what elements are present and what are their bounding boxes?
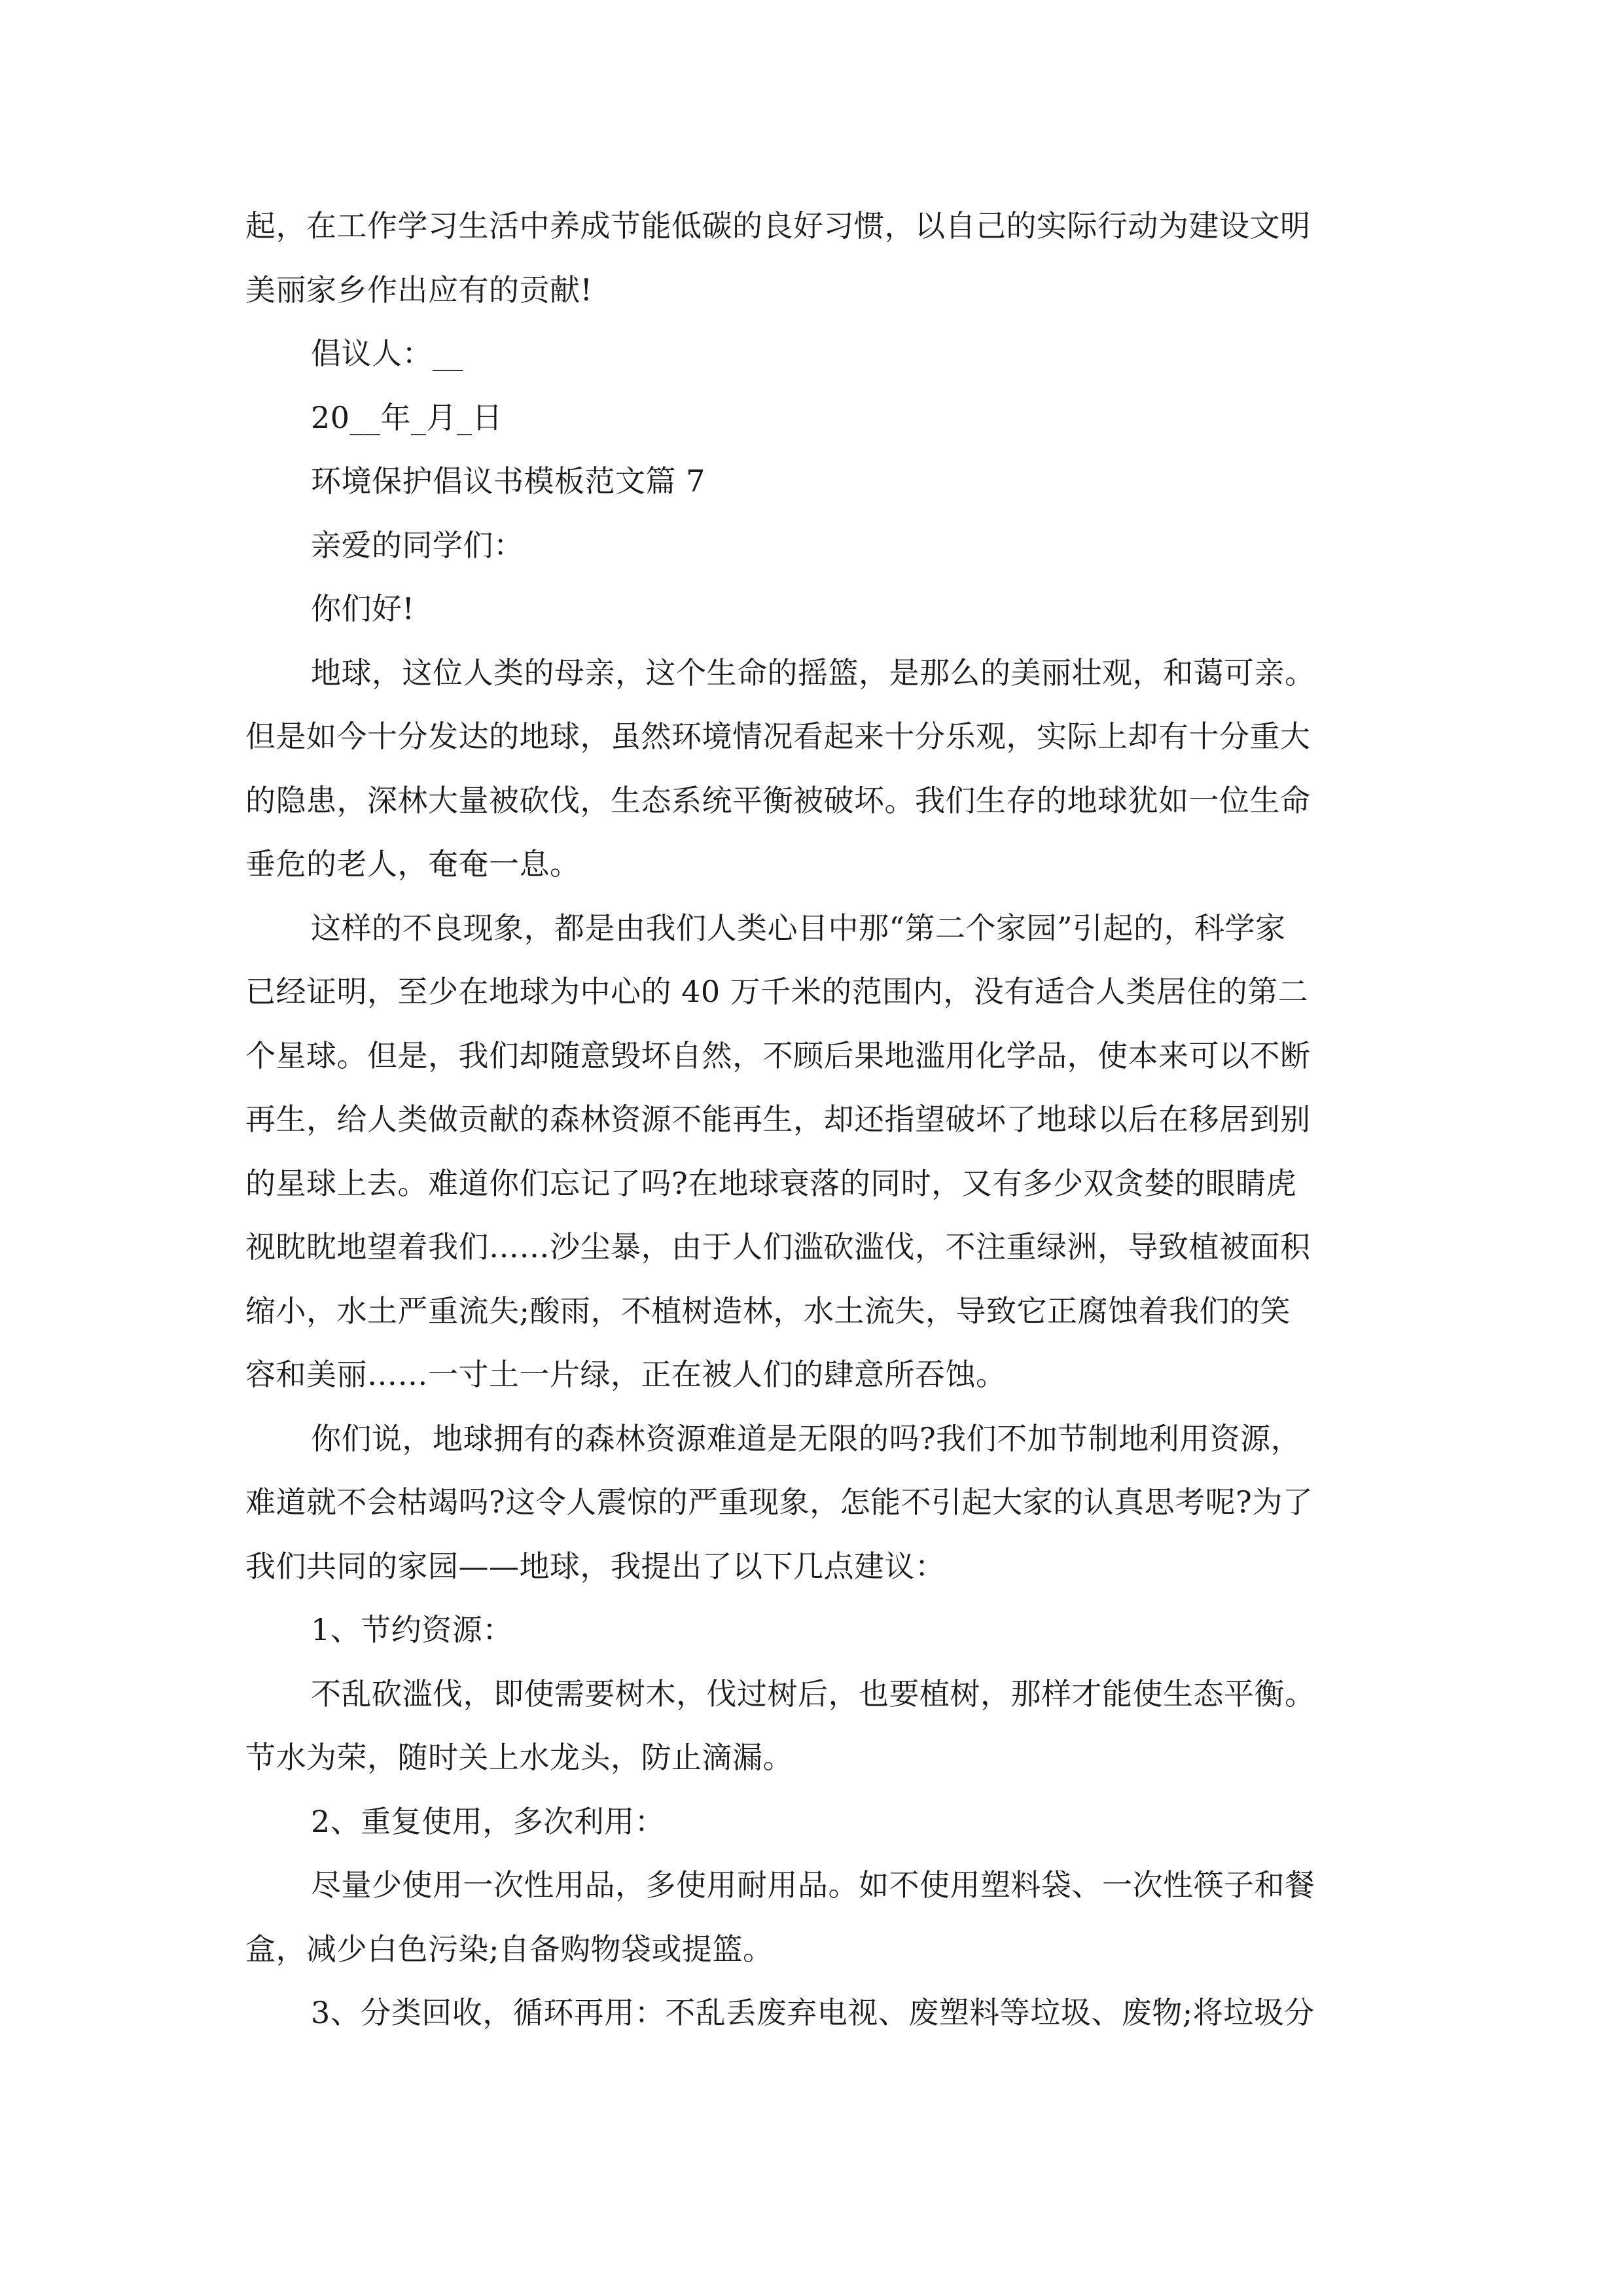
- text-line: 亲爱的同学们：: [311, 527, 524, 563]
- text-line: 这样的不良现象，都是由我们人类心目中那“第二个家园”引起的，科学家: [311, 910, 1286, 946]
- text-line: 已经证明，至少在地球为中心的 40 万千米的范围内，没有适合人类居住的第二: [245, 974, 1309, 1009]
- text-line: 倡议人：__: [311, 336, 463, 371]
- document-body: [245, 194, 1384, 2045]
- text-line: 的星球上去。难道你们忘记了吗?在地球衰落的同时，又有多少双贪婪的眼睛虎: [245, 1165, 1297, 1201]
- text-line: 3、分类回收，循环再用：不乱丢废弃电视、废塑料等垃圾、废物;将垃圾分: [311, 1995, 1315, 2030]
- text-line: 视眈眈地望着我们……沙尘暴，由于人们滥砍滥伐，不注重绿洲，导致植被面积: [245, 1229, 1311, 1265]
- text-line: 垂危的老人，奄奄一息。: [245, 846, 580, 882]
- text-line: 你们说，地球拥有的森林资源难道是无限的吗?我们不加节制地利用资源，: [311, 1420, 1302, 1456]
- text-line: 环境保护倡议书模板范文篇 7: [311, 463, 705, 499]
- text-line: 再生，给人类做贡献的森林资源不能再生，却还指望破坏了地球以后在移居到别: [245, 1102, 1311, 1137]
- text-line: 1、节约资源：: [311, 1612, 513, 1647]
- text-line: 难道就不会枯竭吗?这令人震惊的严重现象，怎能不引起大家的认真思考呢?为了: [245, 1484, 1313, 1520]
- text-line: 但是如今十分发达的地球，虽然环境情况看起来十分乐观，实际上却有十分重大: [245, 719, 1311, 754]
- text-line: 我们共同的家园——地球，我提出了以下几点建议：: [245, 1548, 946, 1584]
- text-line: 的隐患，深林大量被砍伐，生态系统平衡被破坏。我们生存的地球犹如一位生命: [245, 782, 1311, 818]
- text-line: 个星球。但是，我们却随意毁坏自然，不顾后果地滥用化学品，使本来可以不断: [245, 1037, 1311, 1073]
- text-line: 地球，这位人类的母亲，这个生命的摇篮，是那么的美丽壮观，和蔼可亲。: [311, 655, 1315, 691]
- text-line: 起，在工作学习生活中养成节能低碳的良好习惯，以自己的实际行动为建设文明: [245, 208, 1311, 243]
- text-line: 2、重复使用，多次利用：: [311, 1803, 666, 1839]
- text-line: 20__年_月_日: [311, 399, 503, 435]
- text-line: 你们好!: [311, 591, 415, 626]
- text-line: 节水为荣，随时关上水龙头，防止滴漏。: [245, 1740, 793, 1775]
- text-line: 缩小，水土严重流失;酸雨，不植树造林，水土流失，导致它正腐蚀着我们的笑: [245, 1293, 1291, 1329]
- text-line: 不乱砍滥伐，即使需要树木，伐过树后，也要植树，那样才能使生态平衡。: [311, 1676, 1315, 1712]
- text-line: 容和美丽……一寸土一片绿，正在被人们的肆意所吞蚀。: [245, 1357, 1007, 1392]
- text-line: 盒，减少白色污染;自备购物袋或提篮。: [245, 1931, 774, 1967]
- text-line: 美丽家乡作出应有的贡献!: [245, 272, 593, 308]
- text-line: 尽量少使用一次性用品，多使用耐用品。如不使用塑料袋、一次性筷子和餐: [311, 1867, 1315, 1903]
